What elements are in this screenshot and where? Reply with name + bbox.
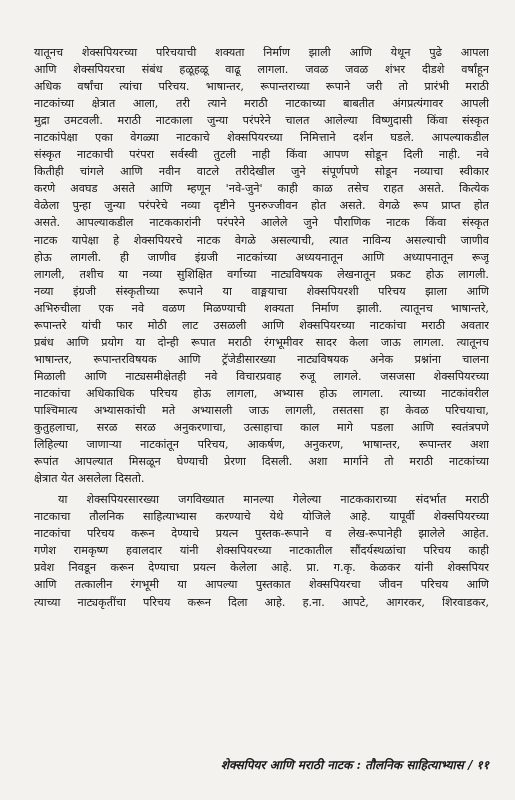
text-line: रूपान्तरे यांची फार मोठी लाट उसळली आणि शेक्सपियरच्या नाटकांचा मराठी अवतार (34, 318, 489, 332)
text-line: क्षेत्रात येत असलेला दिसतो. (34, 472, 145, 486)
text-line: करणे अवघड असते आणि म्हणून 'नवे-जुने' काही काळ तसेच राहत असते. कित्येक (34, 182, 489, 196)
text-line: कितीही चांगले आणि नवीन वाटले तरीदेखील जुने संपूर्णपणे सोडून नव्याचा स्वीकार (34, 165, 489, 179)
text-line: नाटकांच्या क्षेत्रात आला, तरी त्याने मराठी नाटकाच्या बाबतीत अंगप्रत्यंगावर आपली (34, 97, 489, 111)
text-line: नव्या इंग्रजी संस्कृतीच्या रूपाने या वाङ्मयाचा शेक्सपियरशी परिचय झाला आणि (34, 284, 489, 298)
text-line: कुतुहलाचा, सरळ सरळ अनुकरणाचा, उत्साहाचा काल मागे पडला आणि स्वतंत्रपणे (34, 421, 489, 435)
text-line: अधिक वर्षांचा त्यांचा परिचय. भाषान्तर, रूपान्तराच्या रूपाने जरी तो प्रारंभी मराठी (34, 80, 489, 94)
text-line: गणेश रामकृष्ण हवालदार यांनी शेक्सपियरच्या नाटकातील सौंदर्यस्थळांचा परिचय काही (34, 544, 489, 558)
text-line: आणि शेक्सपियरचा संबंध हळूहळू वाढू लागला. जवळ जवळ शंभर दीडशे वर्षांहून (34, 63, 489, 77)
text-line: यातूनच शेक्सपियरच्या परिचयाची शक्यता निर्माण झाली आणि येथून पुढे आपला (34, 46, 489, 59)
text-line: नाटकांपेक्षा एका वेगळ्या नाटकाचे शेक्सपियरच्या निमित्ताने दर्शन घडले. आपल्याकडील (34, 131, 489, 145)
text-line: प्रबंध आणि प्रयोग या दोन्ही रूपात मराठी रंगभूमीवर सादर केला जाऊ लागला. त्यातूनच (34, 335, 489, 349)
paragraph-1 (34, 44, 489, 487)
text-line: रूपांत आपल्यात मिसळून घेण्याची प्रेरणा दिसली. अशा मार्गाने तो मराठी नाटकांच्या (34, 455, 489, 469)
text-line: मिळाली आणि नाट्यसमीक्षेतही नवे विचारप्रवाह रुजू लागले. जसजसा शेक्सपियरच्या (34, 369, 489, 383)
text-line: आणि तत्कालीन रंगभूमी या आपल्या पुस्तकात शेक्सपियरचा जीवन परिचय आणि (34, 578, 489, 592)
text-line: मुद्रा उमटवली. मराठी नाटकाला जुन्या परंपरेने चालत आलेल्या विष्णुदासी किंवा संस्कृत (34, 114, 489, 128)
page-number: ११ (476, 758, 489, 772)
text-line: नाटकांचा अधिकाधिक परिचय होऊ लागला, अभ्यास होऊ लागला. त्याच्या नाटकांवरील (34, 386, 489, 400)
text-line: लागली, तशीच या नव्या सुशिक्षित वर्गाच्या नाट्यविषयक लेखनातून प्रकट होऊ लागली. (34, 267, 489, 281)
text-line: भाषान्तर, रूपान्तरविषयक आणि ट्रॅजेडीसारख्या नाट्यविषयक अनेक प्रश्नांना चालना (34, 352, 489, 366)
text-line: असते. आपल्याकडील नाटककारांनी परंपरेने आलेले जुने पौराणिक नाटक किंवा संस्कृत (34, 216, 489, 230)
running-title: शेक्सपियर आणि मराठी नाटक : तौलनिक साहित्याभ्यास (220, 758, 464, 772)
paragraph-2 (34, 491, 489, 610)
footer-separator: / (467, 758, 473, 772)
text-line: होऊ लागली. ही जाणीव इंग्रजी नाटकांच्या अध्ययनातून आणि अध्यापनातून रूजू (34, 250, 489, 264)
text-line: अभिरुचीला एक नवे वळण मिळण्याची शक्यता निर्माण झाली. त्यातूनच भाषान्तरे, (34, 301, 489, 315)
text-line: पाश्चिमात्य अभ्यासकांची मते अभ्यासली जाऊ लागली, तसतसा हा केवळ परिचयाचा, (34, 403, 489, 417)
text-line: नाटक यापेक्षा हे शेक्सपियरचे नाटक वेगळे असल्याची, त्यात नाविन्य असल्याची जाणीव (34, 233, 489, 247)
text-line: त्याच्या नाट्यकृतींचा परिचय करून दिला आहे. ह.ना. आपटे, आगरकर, शिरवाडकर, (34, 595, 489, 609)
page-footer (0, 756, 489, 773)
text-line: वेळेला पुन्हा जुन्या परंपरेचे नव्या दृष्टीने पुनरुज्जीवन होत असते. वेगळे रूप प्राप्त होत (34, 199, 489, 213)
text-line: लिहिल्या जाणाऱ्या नाटकांतून परिचय, आकर्षण, अनुकरण, भाषान्तर, रूपान्तर अशा (34, 438, 489, 452)
text-line: संस्कृत नाटकाची परंपरा सर्वस्वी तुटली नाही किंवा आपण सोडून दिली नाही. नवे (34, 148, 489, 162)
text-line: नाटकाचा तौलनिक साहित्याभ्यास करण्याचे येथे योजिले आहे. यापूर्वी शेक्सपियरच्या (34, 510, 489, 524)
text-line: नाटकांचा परिचय करून देण्याचे प्रयत्न पुस्तक-रूपाने व लेख-रूपानेही झालेले आहेत. (34, 527, 489, 541)
text-line: प्रवेश निवडून करून देण्याचा प्रयत्न केलेला आहे. प्रा. ग.कृ. केळकर यांनी शेक्सपियर (34, 561, 489, 575)
text-line: या शेक्सपियरसारख्या जगविख्यात मानल्या गेलेल्या नाटककाराच्या संदर्भात मराठी (58, 493, 489, 507)
